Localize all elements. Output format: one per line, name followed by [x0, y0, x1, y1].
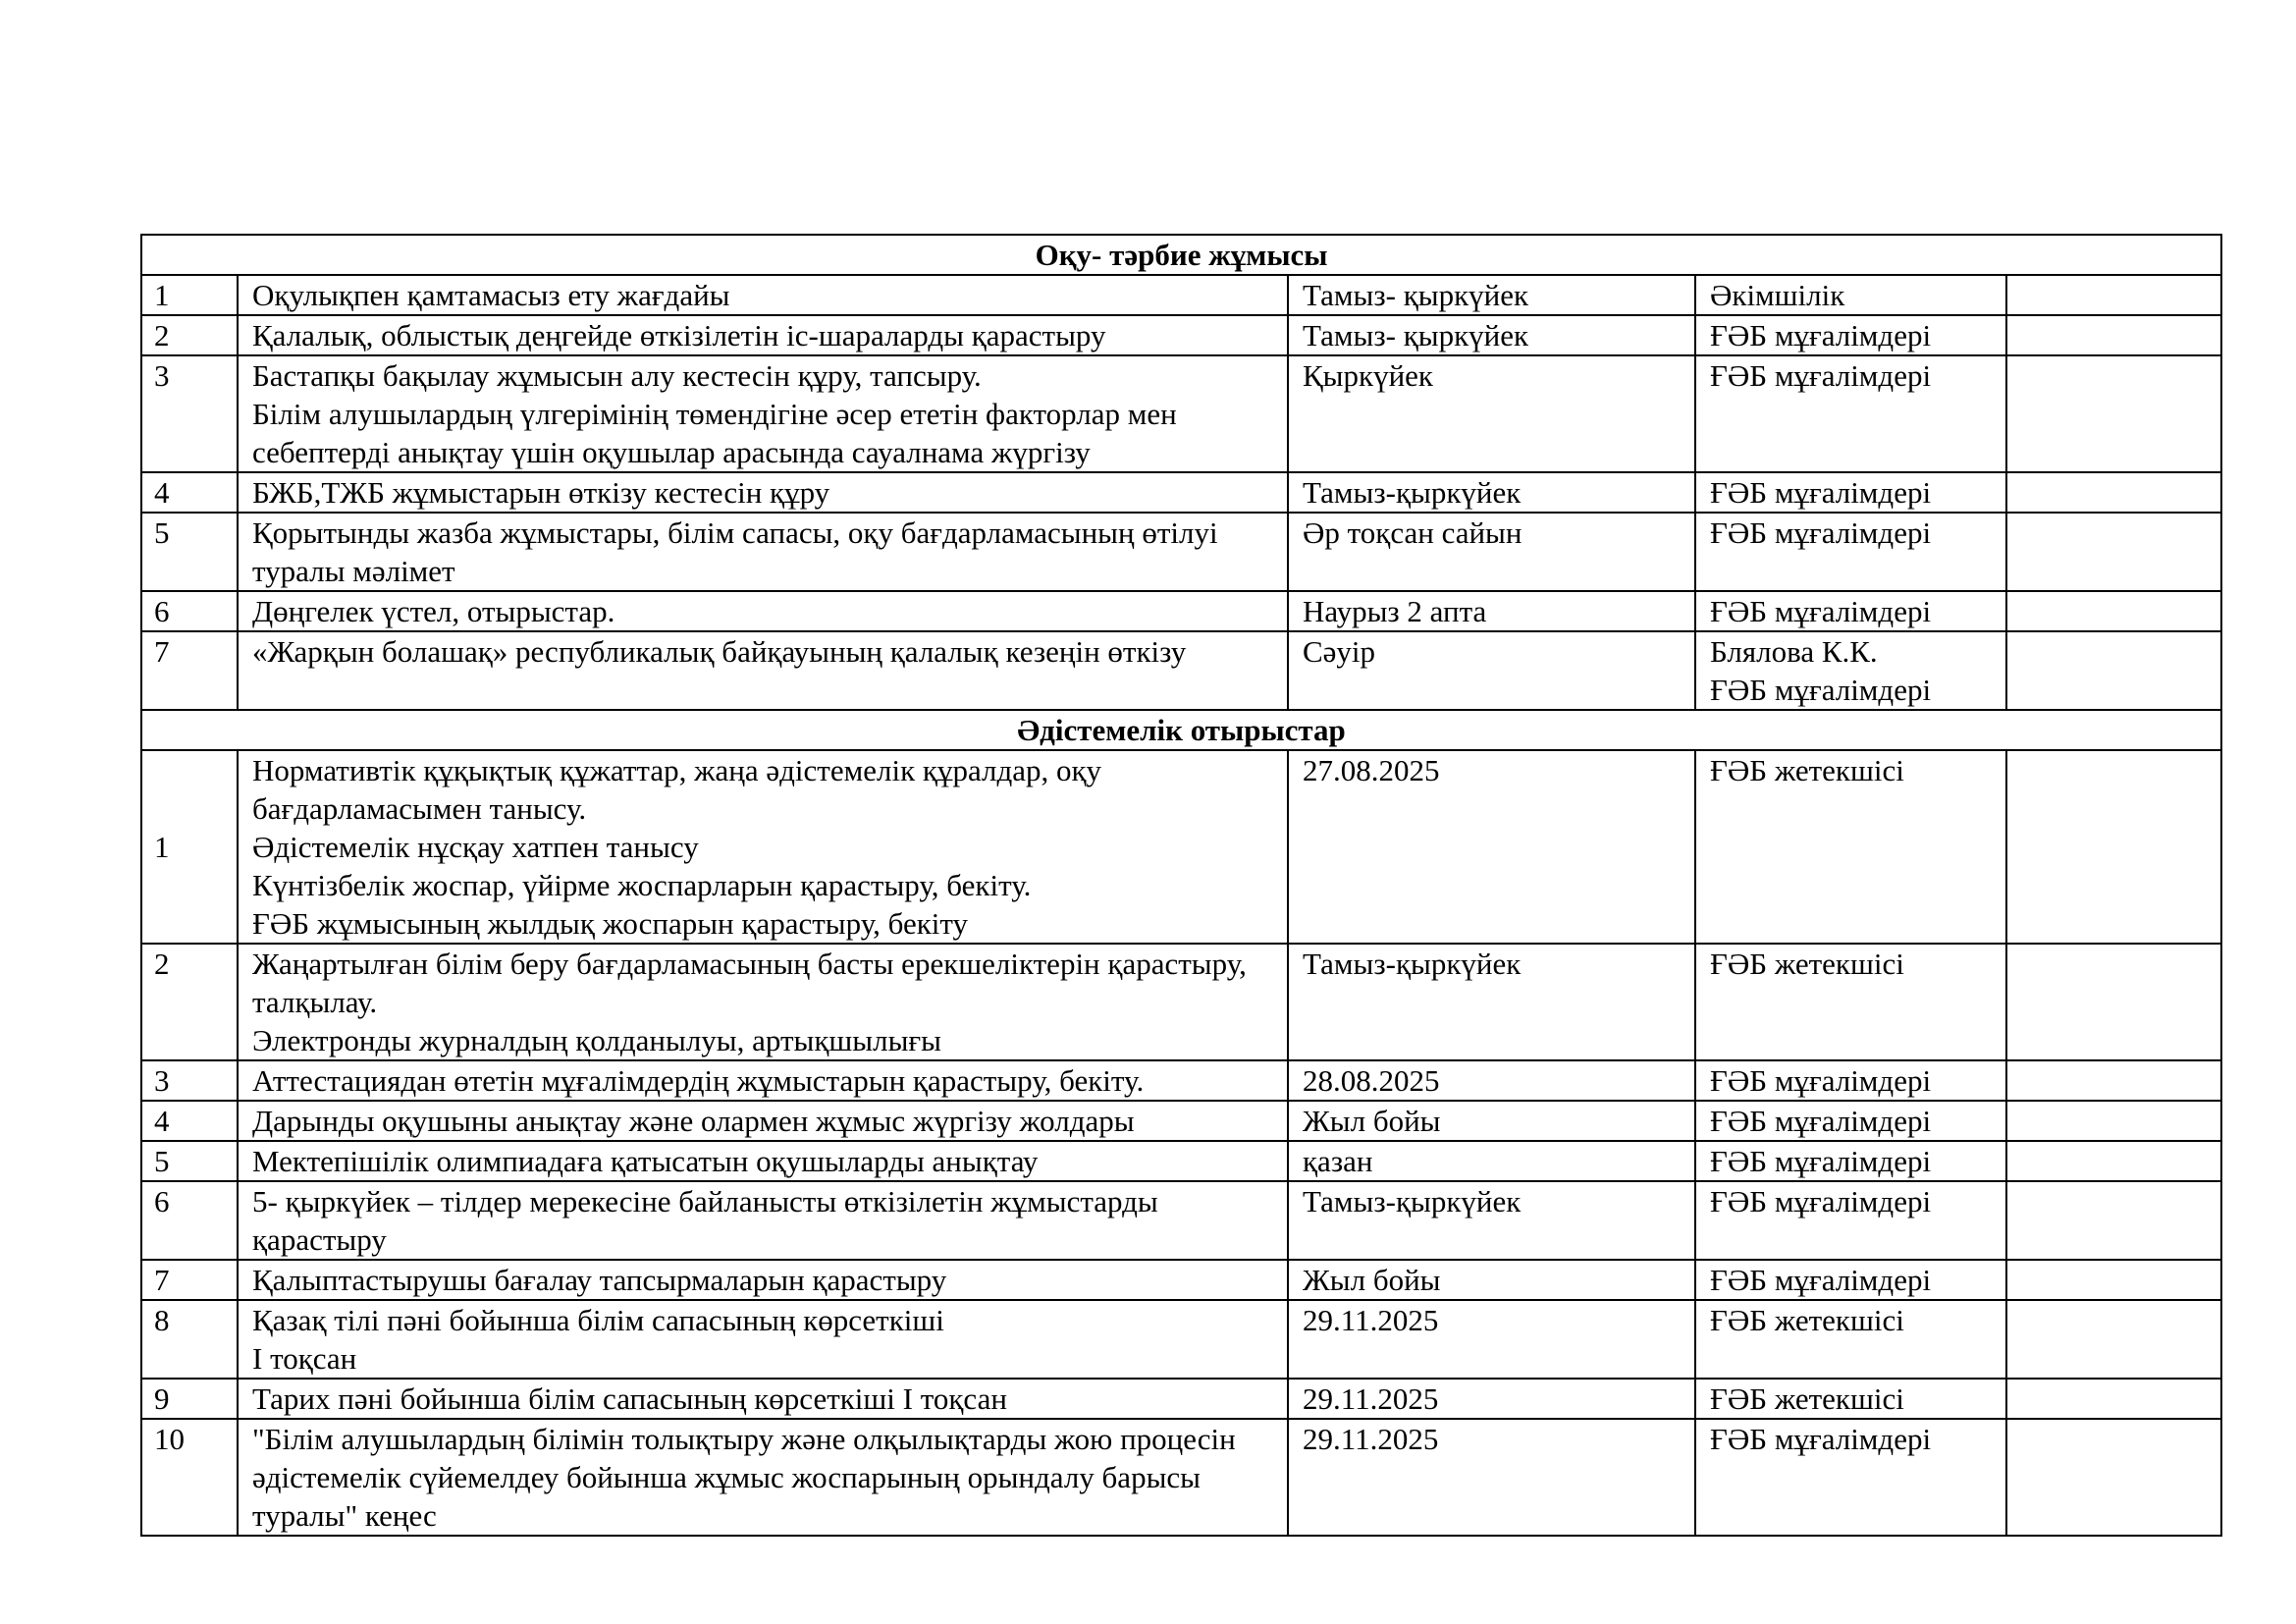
task-cell: Нормативтік құқықтық құжаттар, жаңа әдістемелік құралдар, оқу бағдарламасымен танысу. Әдістемелік нұсқау хатпен танысу Күнтізбелік жоспар, үйірме жоспарларын қарастыру, бекіту. ҒӘБ жұмысының жылдық жоспарын қарастыру, бекіту: [238, 750, 1288, 944]
period-cell: 29.11.2025: [1288, 1300, 1695, 1379]
work-plan-table: [140, 234, 2222, 1537]
task-cell: «Жарқын болашақ» республикалық байқауының қалалық кезеңін өткізу: [238, 631, 1288, 710]
task-cell: Дөңгелек үстел, отырыстар.: [238, 591, 1288, 631]
period-cell: Қыркүйек: [1288, 355, 1695, 472]
note-cell: [2006, 513, 2221, 591]
note-cell: [2006, 1141, 2221, 1181]
task-cell: Мектепішілік олимпиадаға қатысатын оқушыларды анықтау: [238, 1141, 1288, 1181]
responsible-cell: ҒӘБ жетекшісі: [1695, 1379, 2006, 1419]
row-number-cell: 4: [141, 472, 238, 513]
row-number-cell: 6: [141, 1181, 238, 1260]
task-cell: Аттестациядан өтетін мұғалімдердің жұмыстарын қарастыру, бекіту.: [238, 1060, 1288, 1101]
task-cell: Тарих пәні бойынша білім сапасының көрсеткіші І тоқсан: [238, 1379, 1288, 1419]
responsible-cell: ҒӘБ мұғалімдері: [1695, 1060, 2006, 1101]
responsible-cell: ҒӘБ мұғалімдері: [1695, 1419, 2006, 1536]
task-cell: "Білім алушылардың білімін толықтыру және олқылықтарды жою процесін әдістемелік сүйемелдеу бойынша жұмыс жоспарының орындалу барысы туралы" кеңес: [238, 1419, 1288, 1536]
table-row: [141, 275, 2221, 315]
table-row: [141, 513, 2221, 591]
note-cell: [2006, 1300, 2221, 1379]
note-cell: [2006, 750, 2221, 944]
responsible-cell: ҒӘБ мұғалімдері: [1695, 1101, 2006, 1141]
table-row: [141, 1101, 2221, 1141]
task-cell: Қалыптастырушы бағалау тапсырмаларын қарастыру: [238, 1260, 1288, 1300]
task-cell: 5- қыркүйек – тілдер мерекесіне байланысты өткізілетін жұмыстарды қарастыру: [238, 1181, 1288, 1260]
section-header-row: [141, 235, 2221, 275]
table-row: [141, 944, 2221, 1060]
note-cell: [2006, 1379, 2221, 1419]
table-row: [141, 591, 2221, 631]
table-row: [141, 472, 2221, 513]
section-title: Оқу- тәрбие жұмысы: [141, 235, 2221, 275]
responsible-cell: ҒӘБ жетекшісі: [1695, 1300, 2006, 1379]
note-cell: [2006, 944, 2221, 1060]
section-header-row: [141, 710, 2221, 750]
note-cell: [2006, 1101, 2221, 1141]
row-number-cell: 9: [141, 1379, 238, 1419]
task-cell: Дарынды оқушыны анықтау және олармен жұмыс жүргізу жолдары: [238, 1101, 1288, 1141]
table-row: [141, 1141, 2221, 1181]
note-cell: [2006, 1260, 2221, 1300]
table-row: [141, 1379, 2221, 1419]
row-number-cell: 7: [141, 1260, 238, 1300]
task-cell: Оқулықпен қамтамасыз ету жағдайы: [238, 275, 1288, 315]
row-number-cell: 5: [141, 513, 238, 591]
table-row: [141, 750, 2221, 944]
period-cell: Жыл бойы: [1288, 1101, 1695, 1141]
period-cell: Тамыз- қыркүйек: [1288, 315, 1695, 355]
row-number-cell: 1: [141, 275, 238, 315]
note-cell: [2006, 472, 2221, 513]
period-cell: 29.11.2025: [1288, 1419, 1695, 1536]
responsible-cell: ҒӘБ мұғалімдері: [1695, 1181, 2006, 1260]
table-row: [141, 1260, 2221, 1300]
row-number-cell: 3: [141, 355, 238, 472]
table-row: [141, 315, 2221, 355]
table-row: [141, 355, 2221, 472]
note-cell: [2006, 1419, 2221, 1536]
table-row: [141, 1300, 2221, 1379]
row-number-cell: 6: [141, 591, 238, 631]
responsible-cell: Әкімшілік: [1695, 275, 2006, 315]
responsible-cell: ҒӘБ мұғалімдері: [1695, 472, 2006, 513]
period-cell: Наурыз 2 апта: [1288, 591, 1695, 631]
note-cell: [2006, 355, 2221, 472]
row-number-cell: 4: [141, 1101, 238, 1141]
row-number-cell: 1: [141, 750, 238, 944]
responsible-cell: ҒӘБ мұғалімдері: [1695, 355, 2006, 472]
table-row: [141, 1181, 2221, 1260]
period-cell: 27.08.2025: [1288, 750, 1695, 944]
row-number-cell: 8: [141, 1300, 238, 1379]
row-number-cell: 3: [141, 1060, 238, 1101]
responsible-cell: ҒӘБ жетекшісі: [1695, 944, 2006, 1060]
table-row: [141, 631, 2221, 710]
note-cell: [2006, 315, 2221, 355]
responsible-cell: ҒӘБ мұғалімдері: [1695, 1260, 2006, 1300]
note-cell: [2006, 275, 2221, 315]
responsible-cell: ҒӘБ мұғалімдері: [1695, 513, 2006, 591]
note-cell: [2006, 591, 2221, 631]
task-cell: Қорытынды жазба жұмыстары, білім сапасы, оқу бағдарламасының өтілуі туралы мәлімет: [238, 513, 1288, 591]
note-cell: [2006, 1181, 2221, 1260]
period-cell: Тамыз-қыркүйек: [1288, 472, 1695, 513]
period-cell: 28.08.2025: [1288, 1060, 1695, 1101]
responsible-cell: Блялова К.К. ҒӘБ мұғалімдері: [1695, 631, 2006, 710]
task-cell: БЖБ,ТЖБ жұмыстарын өткізу кестесін құру: [238, 472, 1288, 513]
row-number-cell: 10: [141, 1419, 238, 1536]
responsible-cell: ҒӘБ мұғалімдері: [1695, 591, 2006, 631]
period-cell: Тамыз-қыркүйек: [1288, 944, 1695, 1060]
task-cell: Жаңартылған білім беру бағдарламасының басты ерекшеліктерін қарастыру, талқылау. Электронды журналдың қолданылуы, артықшылығы: [238, 944, 1288, 1060]
period-cell: қазан: [1288, 1141, 1695, 1181]
period-cell: Жыл бойы: [1288, 1260, 1695, 1300]
row-number-cell: 2: [141, 315, 238, 355]
period-cell: Әр тоқсан сайын: [1288, 513, 1695, 591]
task-cell: Қалалық, облыстық деңгейде өткізілетін іс-шараларды қарастыру: [238, 315, 1288, 355]
table-row: [141, 1060, 2221, 1101]
row-number-cell: 5: [141, 1141, 238, 1181]
responsible-cell: ҒӘБ мұғалімдері: [1695, 1141, 2006, 1181]
responsible-cell: ҒӘБ мұғалімдері: [1695, 315, 2006, 355]
task-cell: Бастапқы бақылау жұмысын алу кестесін құру, тапсыру. Білім алушылардың үлгерімінің төмендігіне әсер ететін факторлар мен себептерді анықтау үшін оқушылар арасында сауалнама жүргізу: [238, 355, 1288, 472]
responsible-cell: ҒӘБ жетекшісі: [1695, 750, 2006, 944]
period-cell: 29.11.2025: [1288, 1379, 1695, 1419]
section-title: Әдістемелік отырыстар: [141, 710, 2221, 750]
task-cell: Қазақ тілі пәні бойынша білім сапасының көрсеткіші І тоқсан: [238, 1300, 1288, 1379]
row-number-cell: 7: [141, 631, 238, 710]
note-cell: [2006, 631, 2221, 710]
note-cell: [2006, 1060, 2221, 1101]
period-cell: Тамыз- қыркүйек: [1288, 275, 1695, 315]
row-number-cell: 2: [141, 944, 238, 1060]
period-cell: Сәуір: [1288, 631, 1695, 710]
table-row: [141, 1419, 2221, 1536]
period-cell: Тамыз-қыркүйек: [1288, 1181, 1695, 1260]
